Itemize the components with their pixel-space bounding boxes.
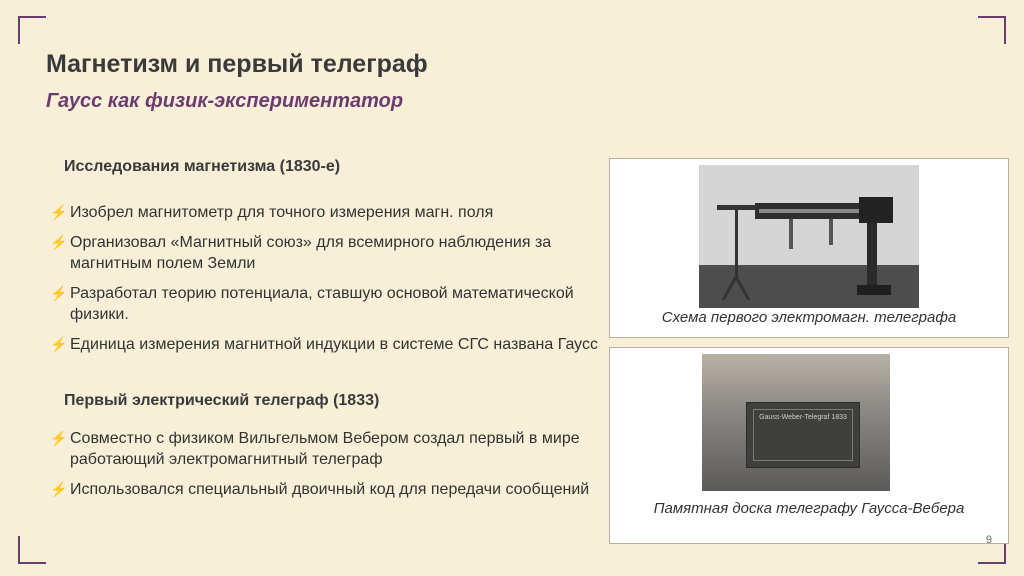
bullet-list-magnetism xyxy=(50,202,610,364)
section-heading-magnetism: Исследования магнетизма (1830-е) xyxy=(64,158,341,175)
telegraph-apparatus-illustration xyxy=(699,165,919,308)
lightning-bolt-icon: ⚡ xyxy=(50,234,68,250)
bullet-list-telegraph xyxy=(50,428,610,509)
image-caption-plaque: Памятная доска телеграфу Гаусса-Вебера xyxy=(653,500,965,517)
page-number: 9 xyxy=(985,534,992,546)
list-item: ⚡ Организовал «Магнитный союз» для всемирного наблюдения за магнитным полем Земли xyxy=(50,234,552,272)
lightning-bolt-icon: ⚡ xyxy=(50,481,68,497)
plaque-photo-card xyxy=(609,347,1009,544)
list-item: ⚡ Изобрел магнитометр для точного измерения магн. поля xyxy=(50,204,494,221)
telegraph-apparatus-photo xyxy=(699,165,919,308)
corner-bracket-top-left xyxy=(18,16,46,44)
memorial-plaque xyxy=(746,402,860,468)
slide-subtitle: Гаусс как физик-экспериментатор xyxy=(46,90,404,112)
list-item: ⚡ Разработал теорию потенциала, ставшую основой математической физики. xyxy=(50,285,574,323)
plaque-inscription: Gauss-Weber-Telegraf 1833 xyxy=(759,414,847,421)
image-caption-telegraph: Схема первого электромагн. телеграфа xyxy=(661,309,957,326)
corner-bracket-bottom-left xyxy=(18,536,46,564)
lightning-bolt-icon: ⚡ xyxy=(50,204,68,220)
lightning-bolt-icon: ⚡ xyxy=(50,430,68,446)
list-item: ⚡ Совместно с физиком Вильгельмом Вебером создал первый в мире работающий электромагнитный телеграф xyxy=(50,430,580,468)
slide-title: Магнетизм и первый телеграф xyxy=(46,50,428,78)
telegraph-photo-card xyxy=(609,158,1009,338)
list-item: ⚡ Использовался специальный двоичный код для передачи сообщений xyxy=(50,481,590,498)
lightning-bolt-icon: ⚡ xyxy=(50,336,68,352)
list-item: ⚡ Единица измерения магнитной индукции в системе СГС названа Гаусс xyxy=(50,336,598,353)
memorial-plaque-photo xyxy=(702,354,890,491)
lightning-bolt-icon: ⚡ xyxy=(50,285,68,301)
corner-bracket-top-right xyxy=(978,16,1006,44)
section-heading-telegraph: Первый электрический телеграф (1833) xyxy=(64,392,380,409)
